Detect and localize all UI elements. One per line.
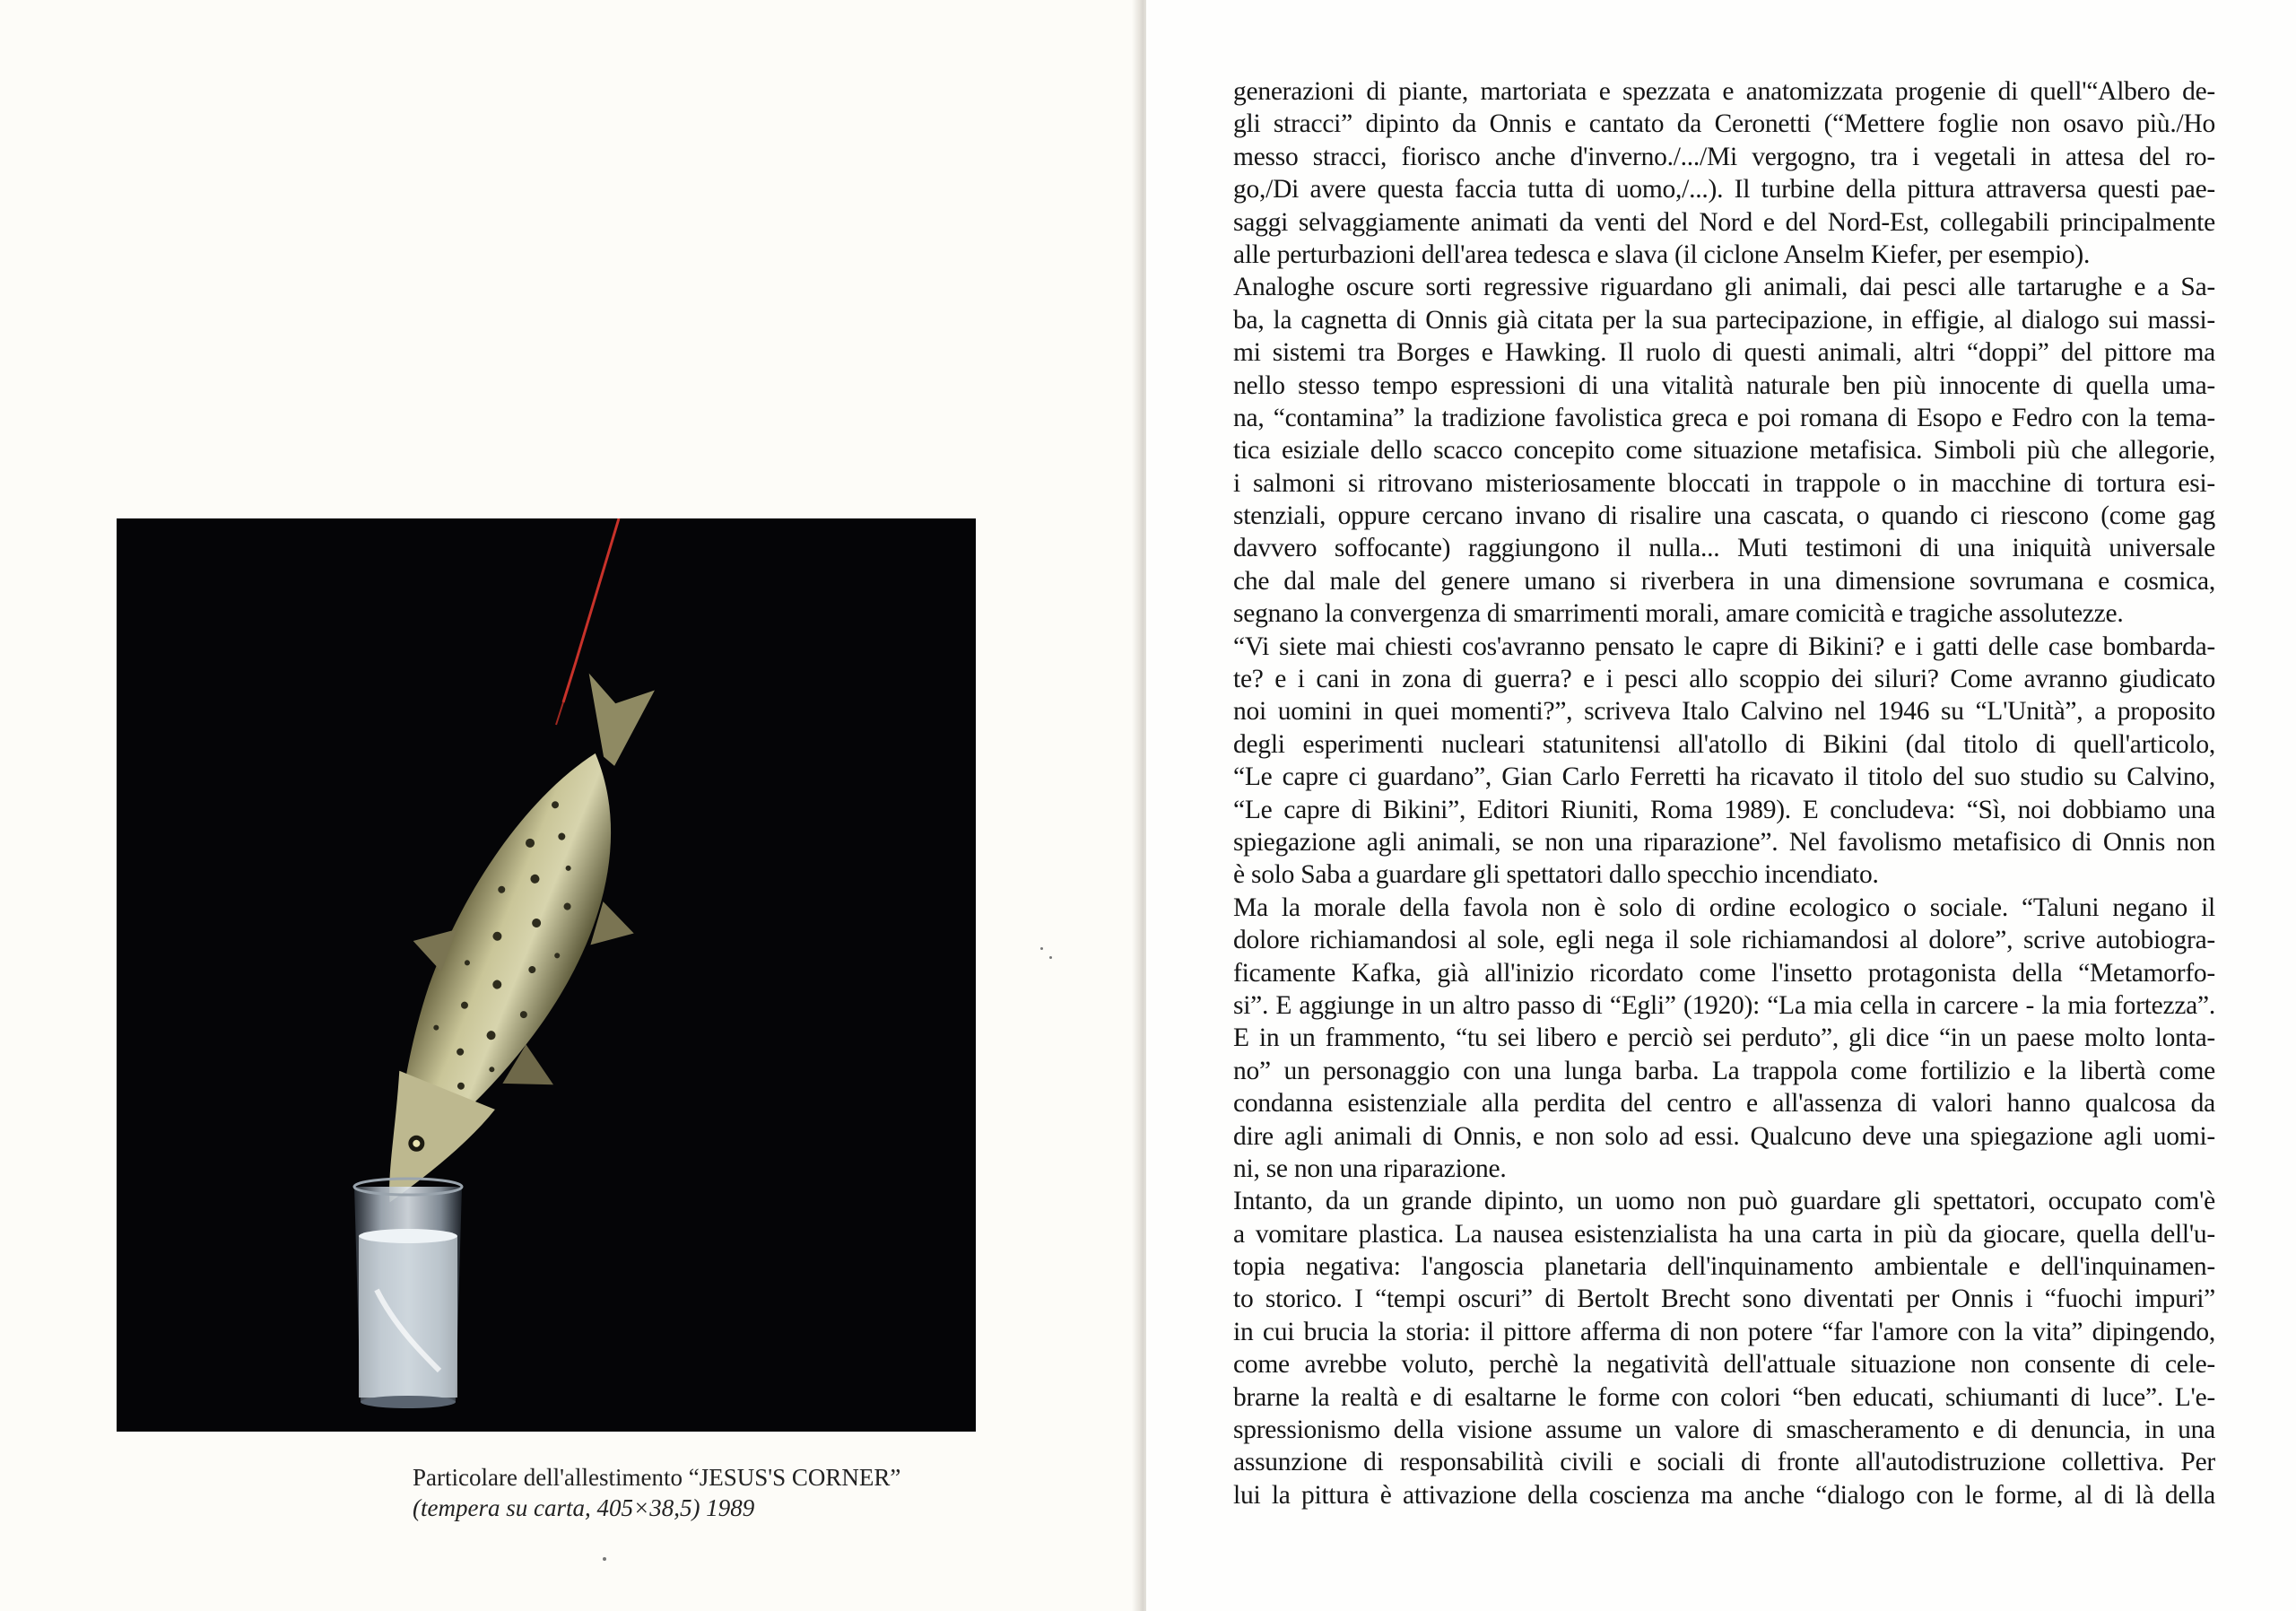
text-line: dire agli animali di Onnis, e non solo ad essi. Qualcuno deve una spiegazione agli uomi- xyxy=(1233,1121,2215,1151)
text-line: “Vi siete mai chiesti cos'avranno pensato le capre di Bikini? e i gatti delle case bombarda- xyxy=(1233,631,2215,661)
text-line: brarne la realtà e di esaltarne le forme con colori “ben educati, schiumanti di luce”. L'e- xyxy=(1233,1382,2215,1412)
text-line: spressionismo della visione assume un valore di smascheramento e di denuncia, in una xyxy=(1233,1415,2215,1445)
text-line: condanna esistenziale alla perdita del centro e all'assenza di valori hanno qualcosa da xyxy=(1233,1089,2215,1119)
text-line: a vomitare plastica. La nausea esistenzialista ha una carta in più da giocare, quella dell'u- xyxy=(1233,1219,2215,1249)
text-line: come avrebbe voluto, perchè la negatività dell'attuale situazione non consente di cele- xyxy=(1233,1350,2215,1380)
paper-speck xyxy=(603,1557,606,1561)
text-line: dolore richiamandosi al sole, egli nega il sole richiamandosi al dolore”, scrive autobiogra- xyxy=(1233,926,2215,955)
caption-title: Particolare dell'allestimento “JESUS'S CORNER” xyxy=(413,1464,901,1491)
text-line: Ma la morale della favola non è solo di ordine ecologico o sociale. “Taluni negano il xyxy=(1233,893,2215,922)
text-line: go,/Di avere questa faccia tutta di uomo,/...). Il turbine della pittura attraversa questi pae- xyxy=(1233,175,2215,205)
text-line: “Le capre ci guardano”, Gian Carlo Ferretti ha ricavato il titolo del suo studio su Calvino, xyxy=(1233,762,2215,792)
text-line: è solo Saba a guardare gli spettatori dallo specchio incendiato. xyxy=(1233,860,1879,890)
text-line: che dal male del genere umano si riverbera in una dimensione sovrumana e cosmica, xyxy=(1233,566,2215,596)
artwork-image xyxy=(117,518,976,1432)
text-line: Analoghe oscure sorti regressive riguardano gli animali, dai pesci alle tartarughe e a Sa- xyxy=(1233,273,2215,302)
glass-of-water xyxy=(354,1179,462,1408)
text-line: messo stracci, fiorisco anche d'inverno./.../Mi vergogno, tra i vegetali in attesa del ro- xyxy=(1233,142,2215,171)
text-line: saggi selvaggiamente animati da venti del Nord e del Nord-Est, collegabili principalmente xyxy=(1233,207,2215,237)
paper-speck xyxy=(1040,947,1043,950)
text-line: te? e i cani in zona di guerra? e i pesci allo scoppio dei siluri? Come avranno giudicato xyxy=(1233,665,2215,694)
red-string xyxy=(556,518,619,725)
text-line: ficamente Kafka, già all'inizio ricordato come l'insetto protagonista della “Metamorfo- xyxy=(1233,958,2215,988)
caption-dimensions: 405×38,5) xyxy=(596,1494,700,1521)
text-line: to storico. I “tempi oscuri” di Bertolt Brecht sono diventati per Onnis i “fuochi impuri” xyxy=(1233,1284,2215,1314)
text-line: tica esiziale dello scacco concepito come situazione metafisica. Simboli più che allegorie, xyxy=(1233,436,2215,466)
text-line: alle perturbazioni dell'area tedesca e slava (il ciclone Anselm Kiefer, per esempio). xyxy=(1233,239,2091,269)
text-line: assunzione di responsabilità civili e sociali di fronte all'autodistruzione collettiva. Per xyxy=(1233,1448,2215,1477)
text-line: davvero soffocante) raggiungono il nulla... Muti testimoni di una iniquità universale xyxy=(1233,534,2215,563)
text-line: stenziali, oppure cercano invano di risalire una cascata, o quando ci riescono (come gag xyxy=(1233,501,2215,531)
text-line: ni, se non una riparazione. xyxy=(1233,1154,1507,1183)
text-line: E in un frammento, “tu sei libero e perciò sei perduto”, gli dice “in un paese molto lonta- xyxy=(1233,1023,2215,1053)
text-line: si”. E aggiunge in un altro passo di “Egli” (1920): “La mia cella in carcere - la mia fortezza”. xyxy=(1233,990,2215,1020)
text-line: na, “contamina” la tradizione favolistica greca e poi romana di Esopo e Fedro con la tema- xyxy=(1233,403,2215,432)
hanging-fish xyxy=(319,641,721,1250)
text-line: ba, la cagnetta di Onnis già citata per la sua partecipazione, in effigie, al dialogo sui massi- xyxy=(1233,305,2215,335)
text-line: noi uomini in quei momenti?”, scriveva Italo Calvino nel 1946 su “L'Unità”, a proposito xyxy=(1233,697,2215,727)
text-line: no” un personaggio con una lunga barba. La trappola come fortilizio e la libertà come xyxy=(1233,1056,2215,1085)
text-line: segnano la convergenza di smarrimenti morali, amare comicità e tragiche assolutezze. xyxy=(1233,599,2124,629)
caption-medium: (tempera su carta, xyxy=(413,1494,591,1521)
essay-body-text xyxy=(1233,75,2215,1511)
text-line: lui la pittura è attivazione della coscienza ma anche “dialogo con le forme, al di là della xyxy=(1233,1480,2215,1510)
text-line: generazioni di piante, martoriata e spezzata e anatomizzata progenie di quell'“Albero de- xyxy=(1233,77,2215,106)
text-line: in cui brucia la storia: il pittore afferma di non potere “far l'amore con la vita” dipingendo, xyxy=(1233,1317,2215,1346)
text-line: i salmoni si ritrovano misteriosamente bloccati in trappole o in macchine di tortura esi- xyxy=(1233,468,2215,498)
text-line: nello stesso tempo espressioni di una vitalità naturale ben più innocente di quella uma- xyxy=(1233,370,2215,400)
text-line: gli stracci” dipinto da Onnis e cantato da Ceronetti (“Mettere foglie non osavo più./Ho xyxy=(1233,109,2215,139)
text-line: “Le capre di Bikini”, Editori Riuniti, Roma 1989). E concludeva: “Sì, noi dobbiamo una xyxy=(1233,795,2215,824)
caption-year: 1989 xyxy=(706,1494,755,1521)
text-line: spiegazione agli animali, se non una riparazione”. Nel favolismo metafisico di Onnis non xyxy=(1233,827,2215,857)
left-page xyxy=(0,0,1139,1611)
text-line: degli esperimenti nucleari statunitensi all'atollo di Bikini (dal titolo di quell'articolo, xyxy=(1233,729,2215,759)
text-line: topia negativa: l'angoscia planetaria dell'inquinamento ambientale e dell'inquinamen- xyxy=(1233,1252,2215,1282)
paper-speck xyxy=(1049,956,1052,959)
text-line: mi sistemi tra Borges e Hawking. Il ruolo di questi animali, altri “doppi” del pittore ma xyxy=(1233,338,2215,368)
text-line: Intanto, da un grande dipinto, un uomo non può guardare gli spettatori, occupato com'è xyxy=(1233,1187,2215,1216)
artwork-plate xyxy=(117,518,976,1432)
artwork-caption xyxy=(413,1462,987,1523)
